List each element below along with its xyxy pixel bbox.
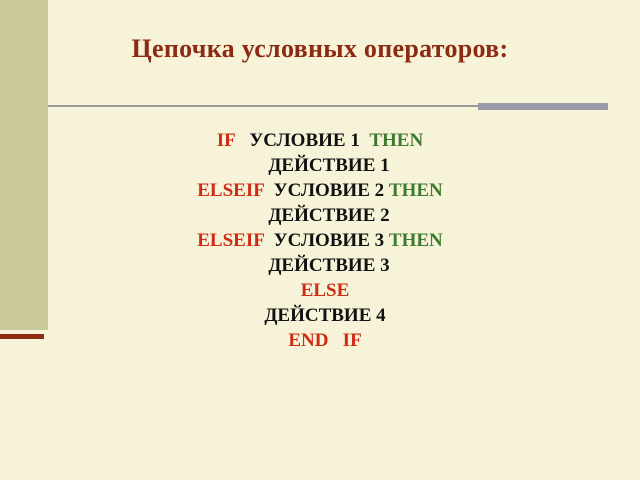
- code-keyword: THEN: [369, 130, 424, 151]
- title-divider-thick: [478, 103, 608, 110]
- page-title: Цепочка условных операторов:: [131, 34, 509, 63]
- code-line: [70, 228, 570, 253]
- code-text: УСЛОВИЕ 2: [264, 180, 389, 201]
- code-keyword: ELSEIF: [197, 230, 265, 251]
- code-text: ДЕЙСТВИЕ 1: [268, 155, 390, 176]
- code-keyword: ELSEIF: [197, 180, 265, 201]
- code-line: [70, 278, 570, 303]
- code-line: [70, 303, 570, 328]
- left-band-rule: [0, 334, 44, 339]
- code-line: [70, 253, 570, 278]
- code-text: УСЛОВИЕ 3: [264, 230, 389, 251]
- title-divider-thin: [48, 105, 478, 107]
- code-keyword: ELSE: [300, 280, 350, 301]
- code-text: УСЛОВИЕ 1: [235, 130, 370, 151]
- code-line: [70, 153, 570, 178]
- code-text: ДЕЙСТВИЕ 4: [264, 305, 386, 326]
- pseudocode-block: [70, 128, 570, 353]
- code-line: [70, 328, 570, 353]
- code-line: [70, 203, 570, 228]
- code-text: ДЕЙСТВИЕ 2: [268, 205, 390, 226]
- code-keyword: END IF: [288, 330, 362, 351]
- code-keyword: THEN: [388, 180, 443, 201]
- title-divider: [48, 103, 608, 110]
- code-line: [70, 128, 570, 153]
- code-text: ДЕЙСТВИЕ 3: [268, 255, 390, 276]
- code-line: [70, 178, 570, 203]
- code-keyword: THEN: [388, 230, 443, 251]
- code-keyword: IF: [216, 130, 236, 151]
